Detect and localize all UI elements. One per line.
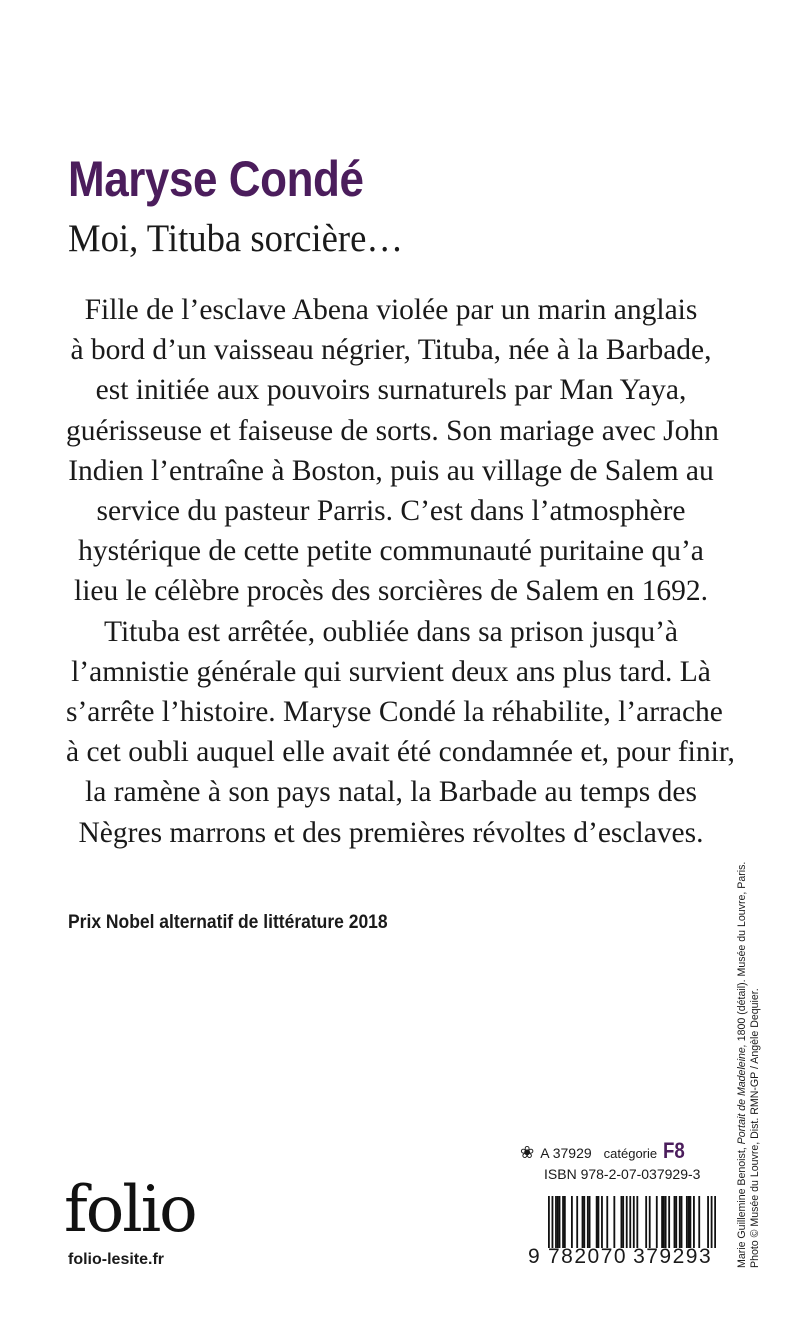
barcode-bar bbox=[562, 1196, 564, 1248]
barcode-bar bbox=[552, 1196, 554, 1248]
barcode-bar bbox=[698, 1196, 700, 1248]
barcode-bar bbox=[589, 1196, 591, 1248]
blurb-line: Indien l’entraîne à Boston, puis au village de Salem au bbox=[68, 454, 714, 487]
barcode-bar bbox=[688, 1196, 690, 1248]
barcode-bar bbox=[559, 1196, 561, 1248]
barcode-bar bbox=[679, 1196, 681, 1248]
blurb-line: à cet oubli auquel elle avait été condamnée et, pour finir, bbox=[66, 736, 735, 769]
book-title: Moi, Tituba sorcière… bbox=[68, 217, 404, 260]
publisher-logo: folio bbox=[64, 1173, 196, 1247]
barcode-bar bbox=[621, 1196, 623, 1248]
blurb-line: la ramène à son pays natal, la Barbade au temps des bbox=[85, 776, 697, 809]
blurb-line: Nègres marrons et des premières révoltes d’esclaves. bbox=[78, 816, 704, 849]
barcode-bar bbox=[613, 1196, 615, 1248]
image-credit bbox=[736, 748, 762, 1268]
ean-lead-digit: 9 bbox=[528, 1245, 540, 1268]
barcode-bar bbox=[582, 1196, 584, 1248]
barcode-bar bbox=[636, 1196, 638, 1248]
blurb-line: Tituba est arrêtée, oubliée dans sa prison jusqu’à bbox=[103, 615, 679, 648]
blurb-line: s’arrête l’histoire. Maryse Condé la réhabilite, l’arrache bbox=[66, 696, 723, 729]
barcode-bar bbox=[622, 1196, 624, 1248]
isbn: ISBN 978-2-07-037929-3 bbox=[544, 1166, 701, 1182]
barcode-bar bbox=[707, 1196, 709, 1248]
blurb-line: l’amnistie générale qui survient deux ans plus tard. Là bbox=[71, 655, 711, 688]
barcode-bar bbox=[557, 1196, 559, 1248]
barcode-bar bbox=[714, 1196, 716, 1248]
barcode-bar bbox=[674, 1196, 676, 1248]
barcode-bar bbox=[675, 1196, 677, 1248]
barcode-bar bbox=[663, 1196, 665, 1248]
barcode-bar bbox=[571, 1196, 573, 1248]
category-value: F8 bbox=[663, 1138, 685, 1163]
credit-line-1: Marie Guillemine Benoist, Portait de Madeleine, 1800 (détail). Musée du Louvre, Paris. bbox=[736, 861, 748, 1268]
blurb bbox=[66, 290, 735, 853]
barcode-bar bbox=[596, 1196, 598, 1248]
prize-line: Prix Nobel alternatif de littérature 2018 bbox=[68, 912, 388, 933]
publisher-website: folio-lesite.fr bbox=[68, 1251, 165, 1268]
barcode-bar bbox=[601, 1196, 603, 1248]
barcode-bar bbox=[645, 1196, 647, 1248]
ean-group-2: 379293 bbox=[633, 1245, 713, 1268]
folio-emblem-icon: ❀ bbox=[520, 1143, 535, 1162]
barcode-bar bbox=[576, 1196, 578, 1248]
barcode-bar bbox=[583, 1196, 585, 1248]
barcode-bar bbox=[606, 1196, 608, 1248]
ean-group-1: 782070 bbox=[548, 1245, 628, 1268]
barcode-bar bbox=[626, 1196, 628, 1248]
ean-digits bbox=[528, 1245, 720, 1269]
barcode-bar bbox=[564, 1196, 566, 1248]
blurb-line: à bord d’un vaisseau négrier, Tituba, née à la Barbade, bbox=[70, 334, 712, 367]
barcode-bar bbox=[686, 1196, 688, 1248]
barcode-bar bbox=[633, 1196, 635, 1248]
blurb-line: service du pasteur Parris. C’est dans l’atmosphère bbox=[96, 495, 686, 528]
barcode-bar bbox=[598, 1196, 600, 1248]
barcode-bar bbox=[711, 1196, 713, 1248]
blurb-line: lieu le célèbre procès des sorcières de Salem en 1692. bbox=[74, 575, 708, 608]
barcode-bar bbox=[656, 1196, 658, 1248]
blurb-line: Fille de l’esclave Abena violée par un marin anglais bbox=[84, 294, 698, 326]
barcode-bar bbox=[693, 1196, 695, 1248]
barcode-bar bbox=[649, 1196, 651, 1248]
barcode bbox=[548, 1196, 716, 1248]
blurb-line: est initiée aux pouvoirs surnaturels par Man Yaya, bbox=[95, 374, 687, 407]
blurb-line: guérisseuse et faiseuse de sorts. Son mariage avec John bbox=[66, 414, 719, 447]
barcode-bar bbox=[661, 1196, 663, 1248]
category-label: catégorie bbox=[603, 1146, 658, 1161]
reference-number: A 37929 bbox=[540, 1145, 592, 1161]
barcode-bar bbox=[548, 1196, 550, 1248]
blurb-line: hystérique de cette petite communauté puritaine qu’a bbox=[78, 535, 704, 568]
barcode-bar bbox=[629, 1196, 631, 1248]
barcode-bar bbox=[689, 1196, 691, 1248]
product-codes bbox=[520, 1138, 716, 1182]
credit-line-2: Photo © Musée du Louvre, Dist. RMN-GP / Angèle Dequier. bbox=[749, 988, 761, 1268]
barcode-bar bbox=[668, 1196, 670, 1248]
barcode-bar bbox=[587, 1196, 589, 1248]
barcode-bar bbox=[665, 1196, 667, 1248]
barcode-bar bbox=[681, 1196, 683, 1248]
barcode-bar bbox=[555, 1196, 557, 1248]
author-name: Maryse Condé bbox=[68, 151, 364, 207]
barcode-bars bbox=[548, 1196, 716, 1248]
